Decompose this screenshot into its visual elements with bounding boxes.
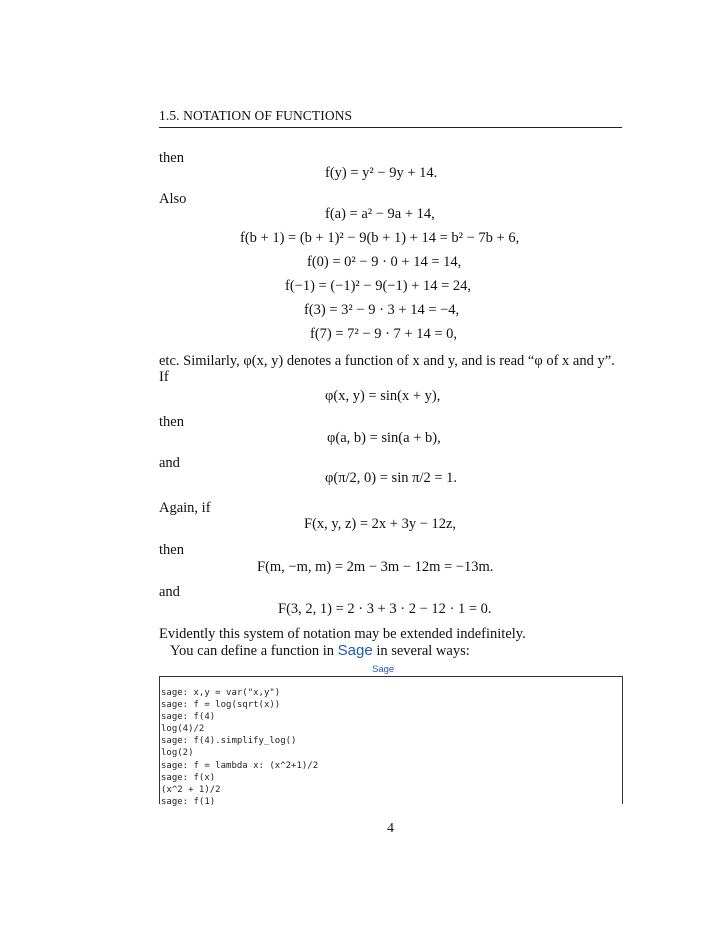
- text-also: Also: [159, 191, 187, 207]
- text-then-1: then: [159, 150, 184, 166]
- equation-1-text: f(y) = y² − 9y + 14.: [325, 165, 438, 181]
- sage-link[interactable]: Sage: [337, 642, 373, 659]
- text-and-1: and: [159, 455, 180, 471]
- running-header: 1.5. NOTATION OF FUNCTIONS: [159, 108, 353, 123]
- code-line: sage: f = log(sqrt(x)): [161, 700, 281, 711]
- equation-12: F(m, −m, m) = 2m − 3m − 12m = −13m.: [257, 559, 494, 575]
- code-line: sage: x,y = var("x,y"): [161, 688, 281, 698]
- equation-3: f(b + 1) = (b + 1)² − 9(b + 1) + 14 = b² − 7b + 6,: [240, 230, 520, 246]
- code-line: sage: f(x): [161, 772, 216, 783]
- page-number: 4: [387, 821, 394, 836]
- code-line: sage: f(4): [161, 712, 216, 723]
- text-define-function: [170, 642, 470, 660]
- text-if: If: [159, 369, 169, 385]
- equation-2: f(a) = a² − 9a + 14,: [325, 206, 435, 222]
- text-etc-similarly: etc. Similarly, φ(x, y) denotes a function of x and y, and is read “φ of x and y”.: [159, 353, 615, 369]
- equation-9: φ(a, b) = sin(a + b),: [327, 430, 441, 446]
- code-line: log(4)/2: [161, 724, 205, 735]
- equation-1: [325, 165, 437, 182]
- code-line: log(2): [161, 748, 194, 759]
- equation-13: F(3, 2, 1) = 2 · 3 + 3 · 2 − 12 · 1 = 0.: [278, 601, 492, 617]
- text-again-if: Again, if: [159, 500, 211, 516]
- equation-4: f(0) = 0² − 9 · 0 + 14 = 14,: [307, 254, 462, 270]
- define-suffix: in several ways:: [376, 643, 470, 659]
- text-then-3: then: [159, 542, 184, 558]
- code-line: sage: f(1): [161, 796, 216, 807]
- equation-6: f(3) = 3² − 9 · 3 + 14 = −4,: [304, 302, 460, 318]
- sage-box-label: Sage: [372, 664, 395, 675]
- equation-5: f(−1) = (−1)² − 9(−1) + 14 = 24,: [285, 278, 472, 294]
- text-then-2: then: [159, 414, 184, 430]
- code-line: sage: f(4).simplify_log(): [161, 736, 297, 747]
- define-prefix: You can define a function in: [170, 643, 335, 659]
- equation-11: F(x, y, z) = 2x + 3y − 12z,: [304, 516, 457, 532]
- code-line: sage: f = lambda x: (x^2+1)/2: [161, 760, 319, 771]
- sage-code-listing: [161, 687, 318, 808]
- header-rule: [159, 127, 622, 128]
- code-line: (x^2 + 1)/2: [161, 784, 221, 795]
- text-evidently: Evidently this system of notation may be extended indefinitely.: [159, 626, 526, 642]
- equation-10: φ(π/2, 0) = sin π/2 = 1.: [325, 470, 458, 486]
- text-and-2: and: [159, 584, 180, 600]
- equation-7: f(7) = 7² − 9 · 7 + 14 = 0,: [310, 326, 457, 342]
- equation-8: φ(x, y) = sin(x + y),: [325, 388, 441, 404]
